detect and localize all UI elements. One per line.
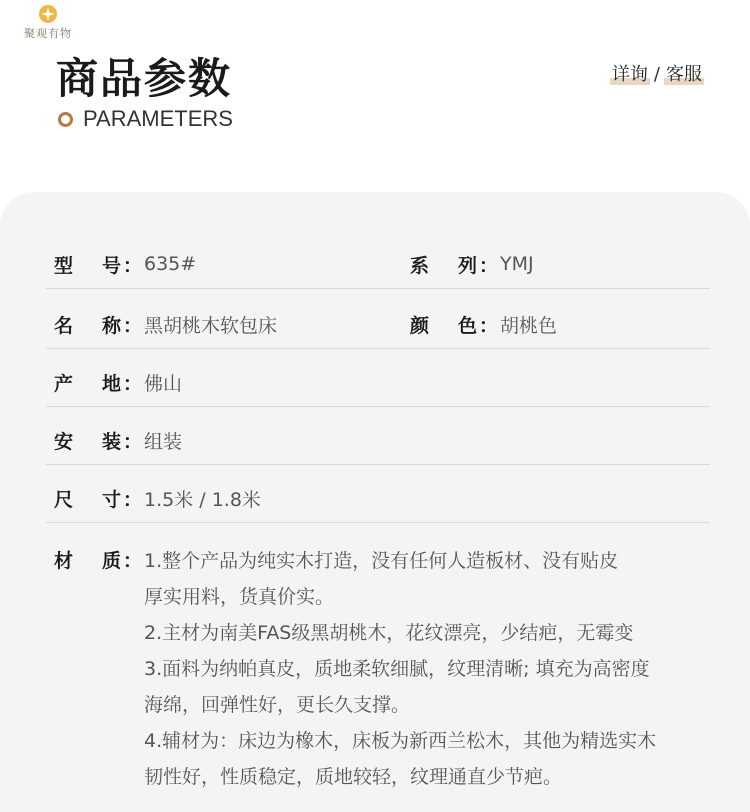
param-value-install: 组装 [144,430,183,453]
param-value-model: 635# [144,253,197,275]
inquiry-left: 详询 [612,60,648,86]
param-value-name: 黑胡桃木软包床 [144,314,278,337]
param-model [46,251,402,278]
param-label-name: 名 称 ： [54,314,142,337]
brand-logo [18,4,78,44]
param-label-origin: 产 地 ： [54,372,142,395]
param-value-series: YMJ [500,253,534,275]
param-label-color: 颜 色 ： [410,314,498,337]
param-color [402,311,557,338]
material-line: 厚实用料，货真价实。 [144,586,335,608]
param-label-install: 安 装 ： [54,430,142,453]
material-line: 1.整个产品为纯实木打造，没有任何人造板材、没有贴皮 [144,550,619,572]
param-row-model-series [46,240,710,289]
param-size [46,485,261,512]
inquiry-separator: / [653,64,660,85]
param-install [46,427,182,454]
param-value-color: 胡桃色 [500,314,558,337]
material-line: 海绵，回弹性好，更长久支撑。 [144,694,411,716]
material-line: 2.主材为南美FAS级黑胡桃木，花纹漂亮，少结疤，无霉变 [144,622,634,644]
param-row-install [46,416,710,465]
param-name [46,311,402,338]
page-title: 商品参数 [56,54,233,103]
material-line: 4.辅材为：床边为橡木，床板为新西兰松木，其他为精选实木 [144,730,657,752]
param-row-size [46,474,710,523]
param-label-material: 材 质 ： [54,550,142,572]
page-subtitle [58,106,233,132]
param-row-name-color [46,300,710,349]
param-origin [46,369,182,396]
param-label-model: 型 号 ： [54,254,142,277]
star-burst-icon [38,4,58,24]
param-value-size: 1.5米 / 1.8米 [144,488,261,511]
ring-bullet-icon [58,112,73,127]
param-material [46,543,726,795]
material-line: 韧性好，性质稳定，质地较轻，纹理通直少节疤。 [144,766,563,788]
param-series [402,251,534,278]
material-description [144,543,656,795]
inquiry-right: 客服 [666,60,702,86]
material-line: 3.面料为纳帕真皮，质地柔软细腻，纹理清晰; 填充为高密度 [144,658,650,680]
param-row-origin [46,358,710,407]
inquiry-link[interactable] [612,60,702,86]
param-label-series: 系 列 ： [410,254,498,277]
logo-text: 聚观有物 [24,27,72,40]
param-value-origin: 佛山 [144,372,183,395]
subtitle-text: PARAMETERS [83,106,233,131]
param-label-size: 尺 寸 ： [54,488,142,511]
